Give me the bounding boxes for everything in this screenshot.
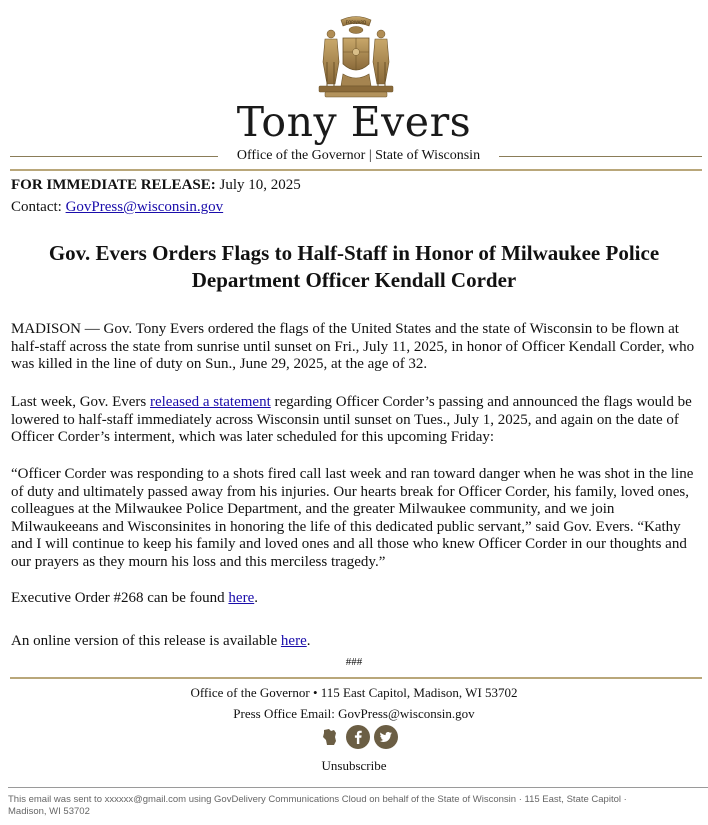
header-divider [10,169,702,171]
body-paragraph-1: MADISON — Gov. Tony Evers ordered the flags of the United States and the state of Wisconsin to be flown at half-staff across the state from sunrise until sunset on Fri., July 11, 2025, in honor of Officer Kendall Corder, who was killed in the line of duty on Sun., June 29, 2025, at the age of 32. [11,321,695,372]
social-icons [0,725,708,751]
end-mark: ### [345,656,363,668]
wisconsin-state-icon[interactable] [318,725,342,749]
body-paragraph-2 [11,394,701,447]
release-label: FOR IMMEDIATE RELEASE: [11,177,216,193]
released-statement-link[interactable]: released a statement [149,394,271,410]
p2-suffix: regarding Officer Corder’s passing and announced the flags would be lowered to half-staff immediately across Wisconsin until sunset on Tues., July 1, 2025, and again on the date of Officer Corder’s interment, which was later scheduled for this upcoming Friday: [11,394,692,445]
release-line [11,175,301,195]
executive-order-link[interactable]: here [228,590,255,606]
office-line-left-rule [10,156,218,157]
office-line [10,147,702,165]
release-date: July 10, 2025 [219,177,301,193]
quote-paragraph: “Officer Corder was responding to a shots fired call last week and ran toward danger when he was shot in the line of duty and ultimately passed away from his injuries. Our hearts break for Officer Corder, his family, loved ones, colleagues at the Milwaukee Police Department, and the greater Milwaukee community, and we join Milwaukeeans and Wisconsinites in honoring the life of this dedicated public servant,” said Gov. Evers. “Kathy and I will continue to keep his family and loved ones and all those who knew Officer Corder in our thoughts and our prayers as they mourn his loss and this merciless tragedy.” [11,466,694,570]
headline: Gov. Evers Orders Flags to Half-Staff in Honor of Milwaukee Police Department Officer Kendall Corder [48,241,660,292]
contact-line [11,197,223,217]
svg-text:FORWARD: FORWARD [345,20,367,25]
disclaimer-divider [8,787,708,788]
footer-press-email: Press Office Email: GovPress@wisconsin.gov [233,706,475,721]
footer-address: Office of the Governor • 115 East Capitol, Madison, WI 53702 [190,685,518,700]
footer-divider [10,677,702,679]
p2-prefix: Last week, Gov. Evers [11,394,150,410]
p5-suffix: . [306,633,311,649]
wisconsin-seal-icon [313,12,399,100]
contact-label: Contact: [11,199,62,215]
unsubscribe-link[interactable]: Unsubscribe [321,758,387,773]
executive-order-paragraph [11,590,701,608]
p4-prefix: Executive Order #268 can be found [11,590,229,606]
office-line-right-rule [499,156,702,157]
facebook-icon[interactable] [346,725,370,749]
online-version-paragraph [11,633,701,651]
delivery-disclaimer: This email was sent to xxxxxx@gmail.com using GovDelivery Communications Cloud on behalf of the State of Wisconsin · 115 East, State Capitol · Madison, WI 53702 [8,794,627,817]
governor-name: Tony Evers [236,98,472,146]
twitter-icon[interactable] [374,725,398,749]
p5-prefix: An online version of this release is available [11,633,281,649]
contact-email-link[interactable]: GovPress@wisconsin.gov [65,199,224,215]
online-version-link[interactable]: here [280,633,307,649]
p4-suffix: . [254,590,258,606]
office-line-text: Office of the Governor | State of Wisconsin [236,148,481,163]
